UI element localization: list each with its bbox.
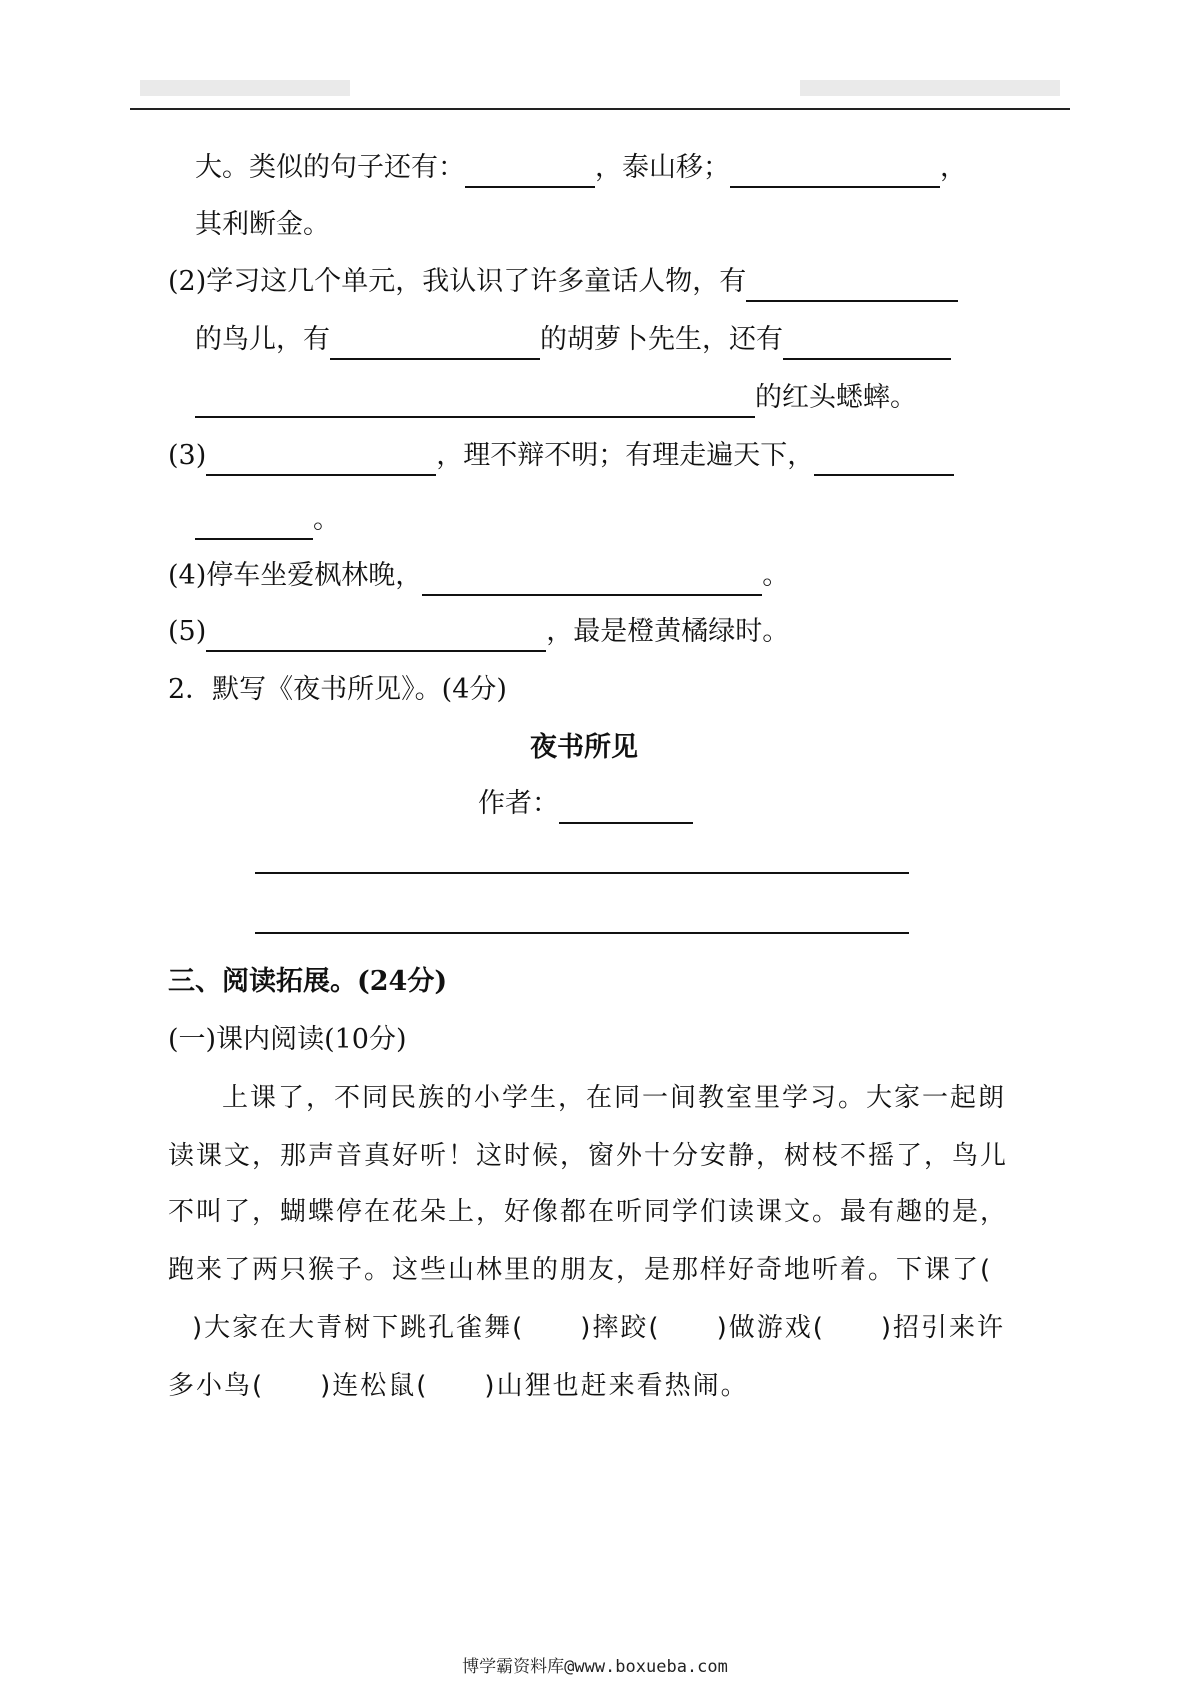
q1-2-line3: 的红头蟋蟀。 (195, 378, 917, 418)
q1-3-line1: (3) ，理不辩不明；有理走遍天下， (168, 436, 954, 476)
q1-2-line2: 的鸟儿，有 的胡萝卜先生，还有 (195, 320, 951, 360)
q1-3-line2: 。 (195, 500, 340, 540)
q1-4-line: (4)停车坐爱枫林晚， 。 (168, 556, 789, 596)
section3-heading: 三、阅读拓展。(24分) (168, 966, 448, 997)
blank-q1-2-a[interactable] (746, 268, 958, 302)
q1-1-line1: 大。类似的句子还有： ，泰山移； ， (195, 148, 967, 188)
passage-line-4: 跑来了两只猴子。这些山林里的朋友，是那样好奇地听着。下课了( (168, 1255, 993, 1285)
q1-1-line2: 其利断金。 (195, 209, 330, 240)
passage-line-6: 多小鸟( )连松鼠( )山狸也赶来看热闹。 (168, 1371, 749, 1401)
blank-q1-2-b[interactable] (330, 326, 540, 360)
blank-q1-3-b[interactable] (814, 442, 954, 476)
blank-author[interactable] (559, 790, 693, 824)
passage-line-3: 不叫了，蝴蝶停在花朵上，好像都在听同学们读课文。最有趣的是， (168, 1197, 1009, 1227)
blank-q1-2-c[interactable] (783, 326, 951, 360)
header-right-ghost (800, 80, 1060, 96)
q1-2-line1: (2)学习这几个单元，我认识了许多童话人物，有 (168, 262, 958, 302)
poem-author-line: 作者： (478, 784, 693, 824)
blank-q1-2-d[interactable] (195, 384, 755, 418)
blank-q1-3-a[interactable] (206, 442, 436, 476)
footer-watermark: 博学霸资料库@www.boxueba.com (462, 1657, 728, 1677)
poem-answer-line-2[interactable] (255, 932, 909, 934)
q1-5-line: (5) ，最是橙黄橘绿时。 (168, 612, 789, 652)
blank-q1-4[interactable] (422, 562, 762, 596)
header-rule (130, 108, 1070, 110)
poem-answer-line-1[interactable] (255, 872, 909, 874)
poem-title: 夜书所见 (530, 732, 638, 763)
section3-subheading: (一)课内阅读(10分) (168, 1024, 407, 1055)
passage-line-2: 读课文，那声音真好听！这时候，窗外十分安静，树枝不摇了，鸟儿 (168, 1141, 1009, 1171)
q2-heading: 2．默写《夜书所见》。(4分) (168, 674, 507, 705)
passage-line-5: )大家在大青树下跳孔雀舞( )摔跤( )做游戏( )招引来许 (192, 1313, 1006, 1343)
header-left-ghost (140, 80, 350, 96)
blank-q1-1-a[interactable] (465, 154, 595, 188)
blank-q1-5[interactable] (206, 618, 546, 652)
blank-q1-1-b[interactable] (730, 154, 940, 188)
passage-line-1: 上课了，不同民族的小学生，在同一间教室里学习。大家一起朗 (222, 1083, 1007, 1113)
blank-q1-3-c[interactable] (195, 506, 313, 540)
